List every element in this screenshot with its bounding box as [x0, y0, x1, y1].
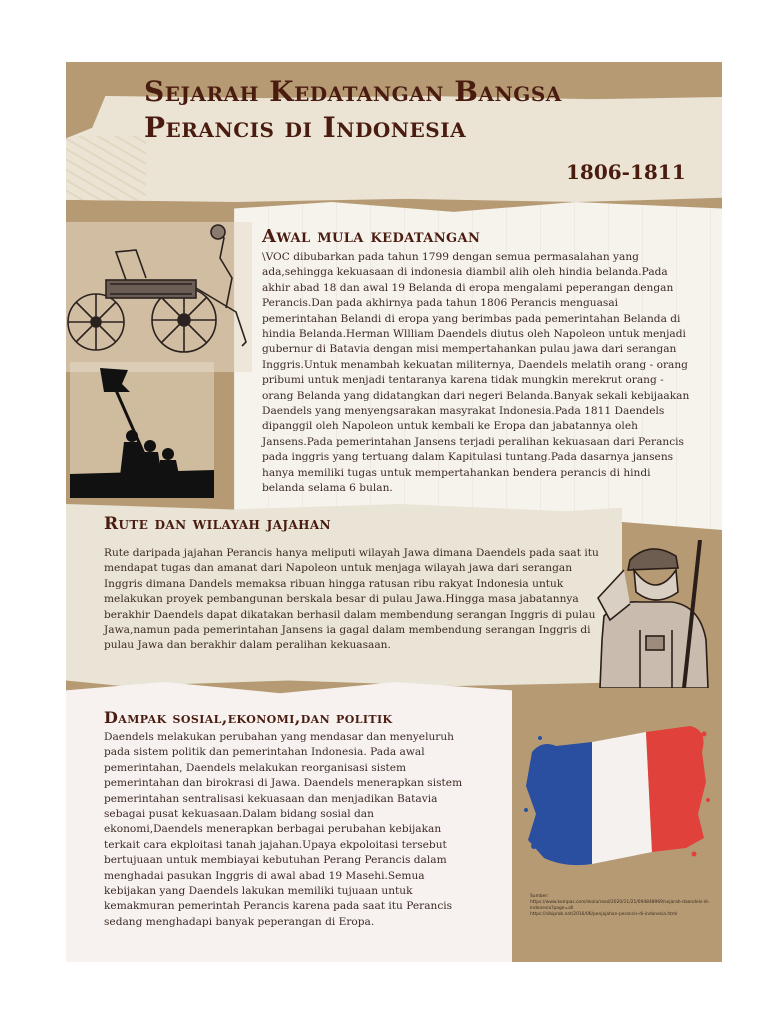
french-flag-image: [522, 722, 710, 870]
sources-label: Sumber:: [530, 894, 549, 899]
flag-raising-silhouette: [70, 362, 214, 498]
title-line-1: Sejarah Kedatangan Bangsa: [144, 75, 562, 108]
sources: [530, 894, 710, 918]
map-texture: [66, 136, 146, 202]
poster: [66, 62, 722, 962]
section-3-text: Daendels melakukan perubahan yang mendasar dan menyeluruh pada sistem politik dan pemerintahan Indonesia. Pada awal pemerintahan, Daendels melakukan reorganisasi sistem pemerintahan dan birokrasi di Jawa. Daendels menerapkan sistem pemerintahan sentralisasi kekuasaan dan menjadikan Batavia sebagai pusat kekuasaan.Dalam bidang sosial dan ekonomi,Daendels menerapkan berbagai perubahan kebijakan terkait cara ekploitasi tanah jajahan.Upaya ekpoloitasi tersebut bertujuaan untuk membiayai kebutuhan Perang Perancis dalam menghadai pasukan Inggris di awal abad 19 Masehi.Semua kebijakan yang Daendels lakukan memiliki tujuaan untuk kemakmuran pemerintah Perancis karena pada saat itu Perancis sedang menghadapi banyak peperangan di Eropa.: [104, 731, 463, 928]
source-link-1[interactable]: https://www.kompas.com/skola/read/2020/11/21/094848969/sejarah-daendels-di-indonesia?page=all: [530, 900, 710, 911]
cannon-illustration: [66, 222, 252, 372]
section-1-text: \VOC dibubarkan pada tahun 1799 dengan semua permasalahan yang ada,sehingga kekuasaan di indonesia diambil alih oleh hindia belanda.Pada akhir abad 18 dan awal 19 Belanda di eropa mengalami peperangan dengan Perancis.Dan pada akhirnya pada tahun 1806 Perancis menguasai pemerintahan Belandi di eropa yang berimbas pada pemerintahan Belanda di hindia Belanda.Herman Wllliam Daendels diutus oleh Napoleon untuk menjadi gubernur di Batavia dengan misi mempertahankan pulau jawa dari serangan Inggris.Untuk menambah kekuatan militernya, Daendels melatih orang - orang pribumi untuk menjadi tentaranya karena tidak mungkin merekrut orang - orang Belanda yang didatangkan dari negeri Belanda.Banyak sekali kebijaakan Daendels yang menyengsarakan masyrakat Indonesia.Pada 1811 Daendels dipanggil oleh Napoleon untuk kembali ke Eropa dan jabatannya oleh Jansens.Pada pemerintahan Jansens terjadi peralihan kekuasaan dari Perancis pada inggris yang tertuang dalam Kapitulasi tuntang.Pada dasarnya jansens hanya memiliki tugas untuk mempertahankan bendera perancis di hindi belanda selama 6 bulan.: [262, 251, 690, 495]
title-line-2: Perancis di Indonesia: [144, 111, 467, 144]
section-1-heading: Awal mula kedatangan: [262, 226, 481, 247]
section-2-heading: Rute dan wilayah jajahan: [104, 514, 331, 534]
section-2-text: Rute daripada jajahan Perancis hanya meliputi wilayah Jawa dimana Daendels pada saat itu mendapat tugas dan amanat dari Napoleon untuk menjaga wilayah jawa dari serangan Inggris dimana Dandels memaksa ribuan hingga ratusan ribu rakyat Indonesia untuk melakukan proyek pembangunan berskala besar di pulau Jawa.Hingga masa jabatannya berakhir Daendels dapat dikatakan berhasil dalam membendung serangan Inggris di pulau Jawa,namun pada pemerintahan Jansens ia gagal dalam membendung serangan Inggris di pulau Jawa dan berakhir dalam peralihan kekuasaan.: [104, 547, 599, 652]
title-years: 1806-1811: [566, 160, 686, 184]
source-link-2[interactable]: https://sibiprob.net/2016/06/penjajahan-perancis-di-indonesia.html: [530, 912, 678, 917]
soldier-illustration: [580, 540, 722, 688]
page-title: [144, 74, 562, 146]
section-3-heading: Dampak sosial,ekonomi,dan politik: [104, 708, 393, 727]
